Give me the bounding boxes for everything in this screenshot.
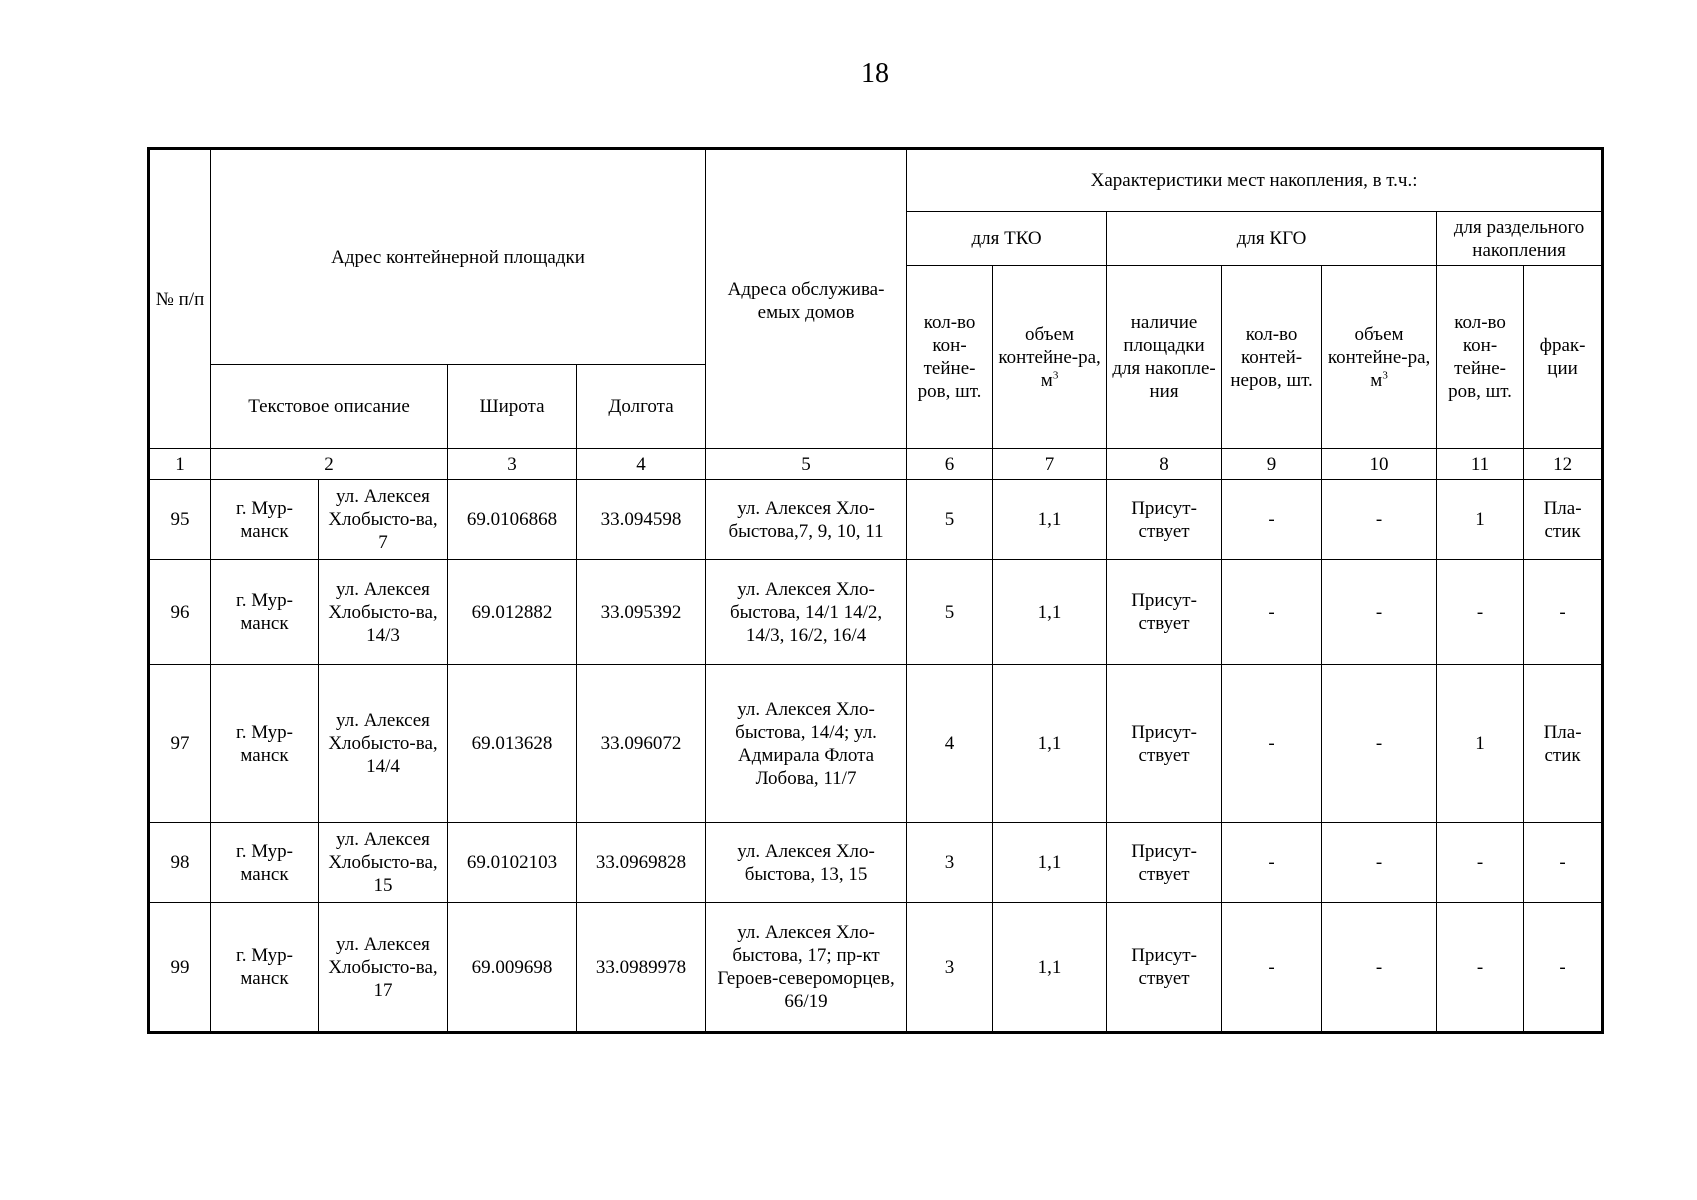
row-sep-fraction: Пла-стик xyxy=(1524,480,1603,560)
col-number: 8 xyxy=(1107,449,1222,480)
row-lat: 69.009698 xyxy=(448,903,577,1033)
row-kgo-volume: - xyxy=(1322,560,1437,665)
row-served: ул. Алексея Хло-быстова, 14/1 14/2, 14/3, 16/2, 16/4 xyxy=(706,560,907,665)
row-lon: 33.0969828 xyxy=(577,823,706,903)
header-sep-count: кол-во кон-тейне-ров, шт. xyxy=(1437,266,1524,449)
table-row xyxy=(149,480,1603,560)
col-number: 9 xyxy=(1222,449,1322,480)
row-kgo-count: - xyxy=(1222,560,1322,665)
header-tko-volume: объем контейне-ра, $м^3$ xyxy=(993,266,1107,449)
row-num: 98 xyxy=(149,823,211,903)
col-number: 4 xyxy=(577,449,706,480)
row-sep-count: - xyxy=(1437,903,1524,1033)
column-numbers-row xyxy=(149,449,1603,480)
table-row xyxy=(149,823,1603,903)
table-row xyxy=(149,903,1603,1033)
row-served: ул. Алексея Хло-быстова, 13, 15 xyxy=(706,823,907,903)
col-number: 2 xyxy=(211,449,448,480)
row-sep-fraction: - xyxy=(1524,823,1603,903)
header-lat: Широта xyxy=(448,365,577,449)
header-lon: Долгота xyxy=(577,365,706,449)
row-kgo-site: Присут-ствует xyxy=(1107,903,1222,1033)
row-kgo-count: - xyxy=(1222,823,1322,903)
page-number: 18 xyxy=(861,58,889,89)
row-kgo-volume: - xyxy=(1322,903,1437,1033)
row-sep-count: 1 xyxy=(1437,480,1524,560)
col-number: 7 xyxy=(993,449,1107,480)
header-kgo-volume: объем контейне-ра, $м^3$ xyxy=(1322,266,1437,449)
col-number: 10 xyxy=(1322,449,1437,480)
row-num: 97 xyxy=(149,665,211,823)
header-address-group: Адрес контейнерной площадки xyxy=(211,149,706,365)
row-tko-volume: 1,1 xyxy=(993,480,1107,560)
row-city: г. Мур-манск xyxy=(211,560,319,665)
row-street: ул. Алексея Хлобысто-ва, 17 xyxy=(319,903,448,1033)
row-num: 95 xyxy=(149,480,211,560)
row-served: ул. Алексея Хло-быстова, 17; пр-кт Героев-североморцев, 66/19 xyxy=(706,903,907,1033)
row-tko-volume: 1,1 xyxy=(993,903,1107,1033)
row-kgo-count: - xyxy=(1222,903,1322,1033)
header-num: № п/п xyxy=(149,149,211,449)
container-sites-table xyxy=(147,147,1604,1034)
row-sep-count: - xyxy=(1437,823,1524,903)
row-tko-volume: 1,1 xyxy=(993,665,1107,823)
col-number: 11 xyxy=(1437,449,1524,480)
row-lon: 33.094598 xyxy=(577,480,706,560)
row-tko-count: 4 xyxy=(907,665,993,823)
row-served: ул. Алексея Хло-быстова,7, 9, 10, 11 xyxy=(706,480,907,560)
header-kgo-count: кол-во контей-неров, шт. xyxy=(1222,266,1322,449)
row-city: г. Мур-манск xyxy=(211,480,319,560)
row-city: г. Мур-манск xyxy=(211,903,319,1033)
row-kgo-count: - xyxy=(1222,480,1322,560)
col-number: 1 xyxy=(149,449,211,480)
row-street: ул. Алексея Хлобысто-ва, 15 xyxy=(319,823,448,903)
row-kgo-count: - xyxy=(1222,665,1322,823)
row-lat: 69.013628 xyxy=(448,665,577,823)
row-sep-fraction: - xyxy=(1524,903,1603,1033)
row-lat: 69.0102103 xyxy=(448,823,577,903)
header-characteristics: Характеристики мест накопления, в т.ч.: xyxy=(907,149,1603,212)
col-number: 3 xyxy=(448,449,577,480)
row-lat: 69.0106868 xyxy=(448,480,577,560)
row-sep-fraction: - xyxy=(1524,560,1603,665)
header-kgo-site: наличие площадки для накопле-ния xyxy=(1107,266,1222,449)
table-row xyxy=(149,665,1603,823)
col-number: 6 xyxy=(907,449,993,480)
row-num: 99 xyxy=(149,903,211,1033)
header-separate: для раздельного накопления xyxy=(1437,212,1603,266)
row-tko-count: 5 xyxy=(907,480,993,560)
row-lon: 33.0989978 xyxy=(577,903,706,1033)
row-street: ул. Алексея Хлобысто-ва, 7 xyxy=(319,480,448,560)
row-kgo-volume: - xyxy=(1322,480,1437,560)
row-street: ул. Алексея Хлобысто-ва, 14/3 xyxy=(319,560,448,665)
row-kgo-volume: - xyxy=(1322,665,1437,823)
row-served: ул. Алексея Хло-быстова, 14/4; ул. Адмирала Флота Лобова, 11/7 xyxy=(706,665,907,823)
col-number: 5 xyxy=(706,449,907,480)
row-kgo-site: Присут-ствует xyxy=(1107,665,1222,823)
row-lon: 33.095392 xyxy=(577,560,706,665)
header-text-desc: Текстовое описание xyxy=(211,365,448,449)
row-kgo-site: Присут-ствует xyxy=(1107,480,1222,560)
row-tko-count: 3 xyxy=(907,903,993,1033)
col-number: 12 xyxy=(1524,449,1603,480)
row-tko-volume: 1,1 xyxy=(993,560,1107,665)
row-city: г. Мур-манск xyxy=(211,665,319,823)
table-row xyxy=(149,560,1603,665)
row-tko-count: 5 xyxy=(907,560,993,665)
row-sep-count: 1 xyxy=(1437,665,1524,823)
row-sep-count: - xyxy=(1437,560,1524,665)
header-tko-count: кол-во кон-тейне-ров, шт. xyxy=(907,266,993,449)
header-served-houses: Адреса обслужива-емых домов xyxy=(706,149,907,449)
row-lon: 33.096072 xyxy=(577,665,706,823)
row-city: г. Мур-манск xyxy=(211,823,319,903)
row-kgo-site: Присут-ствует xyxy=(1107,823,1222,903)
header-tko: для ТКО xyxy=(907,212,1107,266)
row-tko-count: 3 xyxy=(907,823,993,903)
row-num: 96 xyxy=(149,560,211,665)
row-kgo-volume: - xyxy=(1322,823,1437,903)
header-sep-fraction: фрак-ции xyxy=(1524,266,1603,449)
row-sep-fraction: Пла-стик xyxy=(1524,665,1603,823)
header-kgo: для КГО xyxy=(1107,212,1437,266)
row-lat: 69.012882 xyxy=(448,560,577,665)
row-street: ул. Алексея Хлобысто-ва, 14/4 xyxy=(319,665,448,823)
row-tko-volume: 1,1 xyxy=(993,823,1107,903)
row-kgo-site: Присут-ствует xyxy=(1107,560,1222,665)
